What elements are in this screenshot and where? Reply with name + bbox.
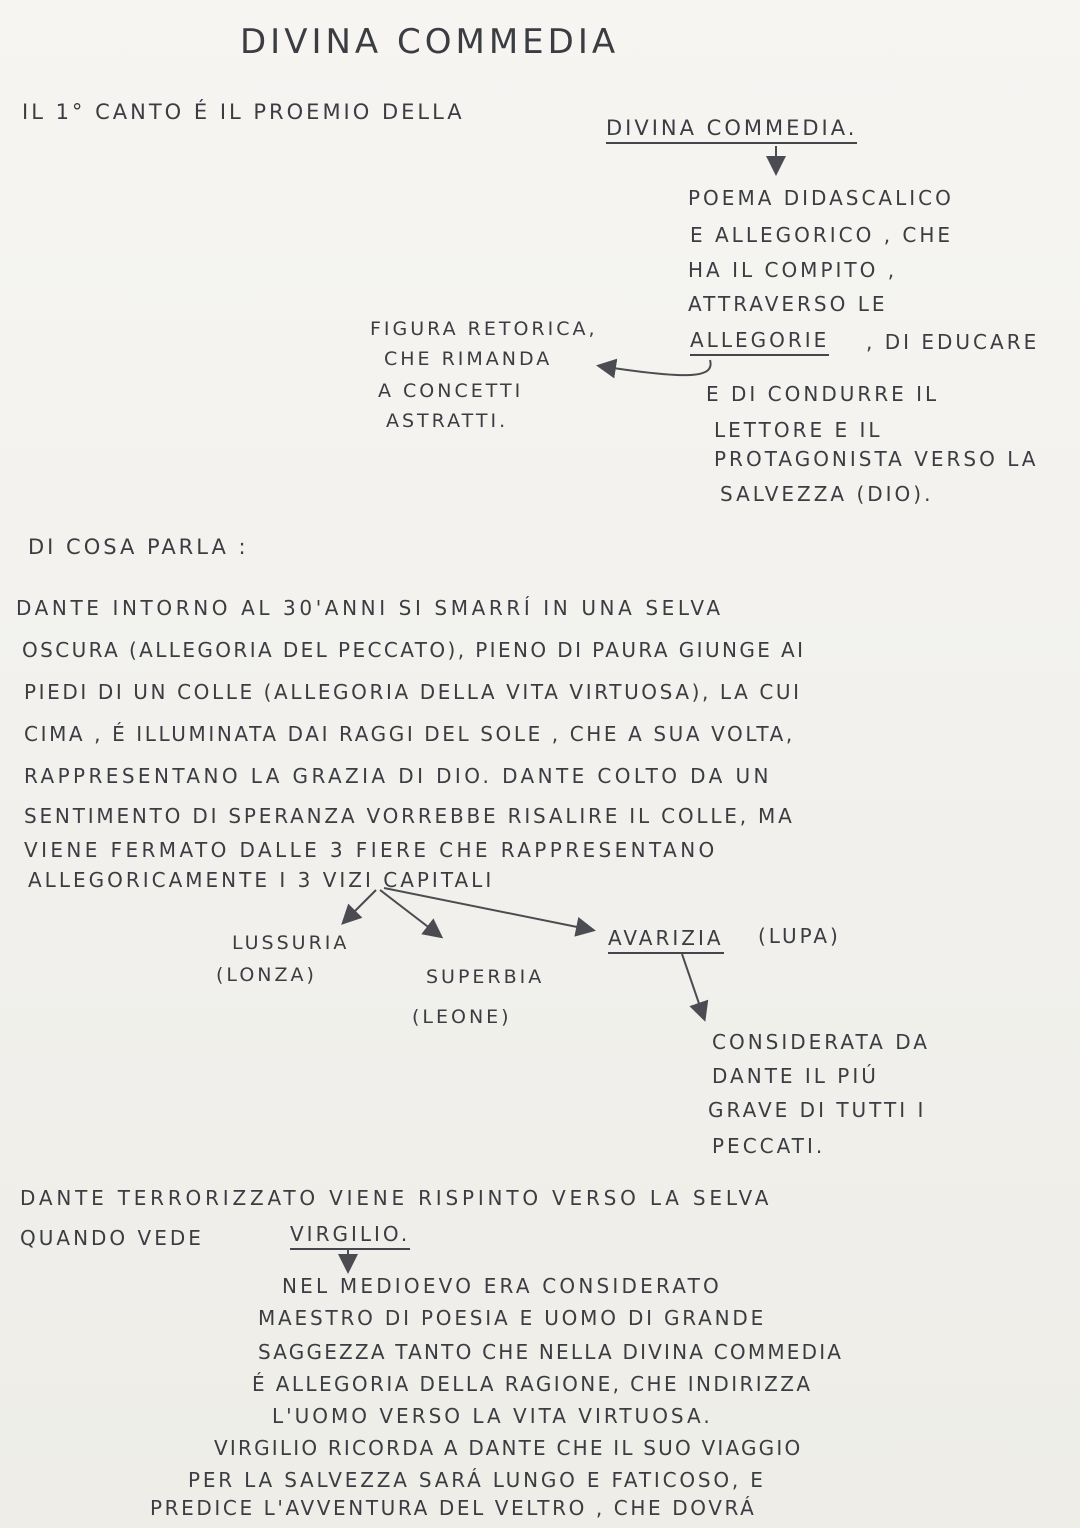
paragraph-line: SENTIMENTO DI SPERANZA VORREBBE RISALIRE IL COLLE, MA <box>24 804 795 828</box>
paragraph-line: VIENE FERMATO DALLE 3 FIERE CHE RAPPRESENTANO <box>24 838 718 862</box>
page-title: DIVINA COMMEDIA <box>240 22 620 62</box>
avarizia-note-line: DANTE IL PIÚ <box>712 1064 879 1088</box>
vizio-name: LUSSURIA <box>232 932 350 954</box>
poema-note-line: LETTORE E IL <box>714 418 883 442</box>
virgilio-note-line: NEL MEDIOEVO ERA CONSIDERATO <box>282 1274 722 1298</box>
paragraph-line: DANTE INTORNO AL 30'ANNI SI SMARRÍ IN UNA SELVA <box>16 596 724 620</box>
paragraph-line: QUANDO VEDE <box>20 1226 204 1250</box>
vizio-name-avarizia: AVARIZIA <box>608 926 724 954</box>
paragraph-line: RAPPRESENTANO LA GRAZIA DI DIO. DANTE COLTO DA UN <box>24 764 772 788</box>
allegorie-word: ALLEGORIE <box>690 328 829 356</box>
poema-note-line: POEMA DIDASCALICO <box>688 186 954 210</box>
avarizia-note-line: PECCATI. <box>712 1134 826 1158</box>
poema-note-line: E ALLEGORICO , CHE <box>690 223 954 247</box>
paragraph-line: OSCURA (ALLEGORIA DEL PECCATO), PIENO DI PAURA GIUNGE AI <box>22 638 806 662</box>
paragraph-line: ALLEGORICAMENTE I 3 VIZI CAPITALI <box>28 868 495 892</box>
paragraph-line: PIEDI DI UN COLLE (ALLEGORIA DELLA VITA VIRTUOSA), LA CUI <box>24 680 802 704</box>
avarizia-note-line: CONSIDERATA DA <box>712 1030 930 1054</box>
poema-note-line: HA IL COMPITO , <box>688 258 898 282</box>
avarizia-note-line: GRAVE DI TUTTI I <box>708 1098 927 1122</box>
virgilio-note-line: É ALLEGORIA DELLA RAGIONE, CHE INDIRIZZA <box>252 1372 813 1396</box>
virgilio-note-line: SAGGEZZA TANTO CHE NELLA DIVINA COMMEDIA <box>258 1340 844 1364</box>
vizio-animal: (LONZA) <box>216 964 317 986</box>
paragraph-line: CIMA , É ILLUMINATA DAI RAGGI DEL SOLE , CHE A SUA VOLTA, <box>24 722 795 746</box>
virgilio-note-line: VIRGILIO RICORDA A DANTE CHE IL SUO VIAGGIO <box>214 1436 803 1460</box>
poema-note-line: , DI EDUCARE <box>866 330 1040 354</box>
paragraph-line: DANTE TERRORIZZATO VIENE RISPINTO VERSO LA SELVA <box>20 1186 773 1210</box>
figura-note-line: CHE RIMANDA <box>384 348 553 370</box>
arrow-avarizia-note <box>682 954 704 1018</box>
intro-text: IL 1° CANTO É IL PROEMIO DELLA <box>22 100 465 124</box>
virgilio-word: VIRGILIO. <box>290 1222 410 1250</box>
vizio-animal: (LUPA) <box>758 924 841 948</box>
virgilio-note-line: L'UOMO VERSO LA VITA VIRTUOSA. <box>272 1404 713 1428</box>
poema-note-line: SALVEZZA (DIO). <box>720 482 934 506</box>
figura-note-line: A CONCETTI <box>378 380 524 402</box>
virgilio-note-line: PER LA SALVEZZA SARÁ LUNGO E FATICOSO, E <box>188 1468 766 1492</box>
vizio-name: SUPERBIA <box>426 966 545 988</box>
figura-note-line: ASTRATTI. <box>386 410 509 432</box>
arrow-allegorie-to-figura <box>600 360 711 375</box>
intro-highlight: DIVINA COMMEDIA. <box>606 116 857 144</box>
arrow-to-avarizia <box>384 888 592 930</box>
figura-note-line: FIGURA RETORICA, <box>370 318 598 340</box>
poema-note-line: E DI CONDURRE IL <box>706 382 940 406</box>
vizio-animal: (LEONE) <box>412 1006 512 1028</box>
virgilio-note-line: MAESTRO DI POESIA E UOMO DI GRANDE <box>258 1306 767 1330</box>
section-heading: DI COSA PARLA : <box>28 535 249 559</box>
poema-note-line: PROTAGONISTA VERSO LA <box>714 447 1039 471</box>
arrow-to-lussuria <box>344 890 376 922</box>
poema-note-line: ATTRAVERSO LE <box>688 292 888 316</box>
virgilio-note-line: PREDICE L'AVVENTURA DEL VELTRO , CHE DOVRÁ <box>150 1496 757 1520</box>
